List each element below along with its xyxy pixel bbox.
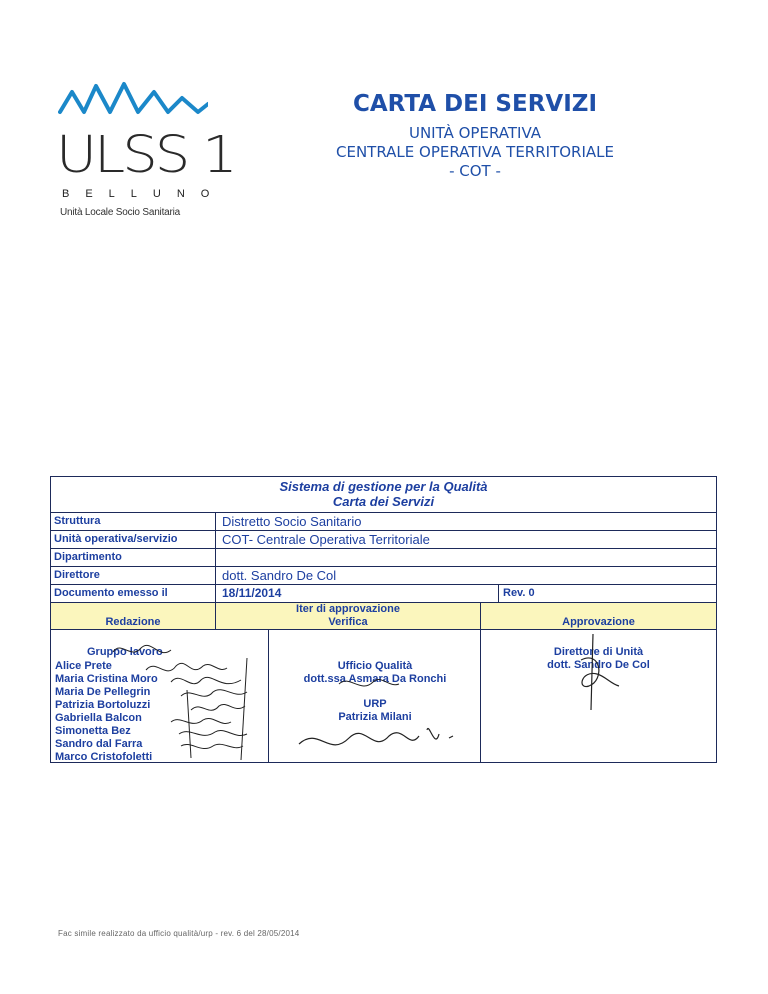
list-item: Maria Cristina Moro xyxy=(55,673,158,685)
table-heading-2: Carta dei Servizi xyxy=(332,494,435,509)
document-date: 18/11/2014 xyxy=(216,585,499,602)
ulss-logo xyxy=(54,78,244,228)
verifica-label: Verifica xyxy=(328,616,368,628)
ufficio-person: dott.ssa Asmara Da Ronchi xyxy=(303,673,447,685)
table-row xyxy=(51,513,716,531)
page-title: CARTA DEI SERVIZI xyxy=(352,91,597,117)
subtitle-line: UNITÀ OPERATIVA xyxy=(408,124,542,142)
row-label: Direttore xyxy=(51,567,216,584)
list-item: Patrizia Bortoluzzi xyxy=(55,699,151,711)
verifica-cell xyxy=(216,603,481,629)
redazione-signatures xyxy=(51,630,269,762)
urp-block xyxy=(269,698,481,724)
direttore-line2: dott. Sandro De Col xyxy=(547,659,650,671)
list-item: Sandro dal Farra xyxy=(55,738,143,750)
names-list xyxy=(55,660,158,764)
group-title: Gruppo lavoro xyxy=(87,646,163,658)
ufficio-label: Ufficio Qualità xyxy=(337,660,413,672)
urp-label: URP xyxy=(363,698,387,710)
row-label: Documento emesso il xyxy=(51,585,216,602)
row-label: Unità operativa/servizio xyxy=(51,531,216,548)
direttore-block xyxy=(481,646,716,672)
redazione-label: Redazione xyxy=(105,616,161,628)
verifica-signatures xyxy=(269,630,481,762)
page-subtitle xyxy=(255,124,695,181)
handwritten-signatures xyxy=(269,630,481,762)
signature-area xyxy=(51,630,716,762)
logo-ulss-text: ULSS 1 xyxy=(56,126,235,185)
row-value xyxy=(216,549,716,566)
footer-note: Fac simile realizzato da ufficio qualità/urp - rev. 6 del 28/05/2014 xyxy=(58,929,300,938)
iter-header xyxy=(51,603,716,630)
table-row xyxy=(51,531,716,549)
row-label: Struttura xyxy=(51,513,216,530)
direttore-line1: Direttore di Unità xyxy=(553,646,644,658)
row-value: dott. Sandro De Col xyxy=(222,568,337,583)
table-heading xyxy=(51,477,716,513)
wave-icon xyxy=(58,78,208,128)
ufficio-qualita xyxy=(269,660,481,686)
list-item: Simonetta Bez xyxy=(55,725,131,737)
list-item: Maria De Pellegrin xyxy=(55,686,151,698)
row-label: Dipartimento xyxy=(51,549,216,566)
subtitle-line: CENTRALE OPERATIVA TERRITORIALE xyxy=(336,143,614,161)
logo-subtitle: Unità Locale Socio Sanitaria xyxy=(60,207,181,218)
approvazione-label: Approvazione xyxy=(562,616,635,628)
row-value: Distretto Socio Sanitario xyxy=(222,514,362,529)
row-value: COT- Centrale Operativa Territoriale xyxy=(222,532,430,547)
approvazione-cell xyxy=(481,603,716,629)
table-row xyxy=(51,567,716,585)
iter-title: Iter di approvazione xyxy=(296,603,400,615)
list-item: Gabriella Balcon xyxy=(55,712,142,724)
list-item: Alice Prete xyxy=(55,660,112,672)
urp-person: Patrizia Milani xyxy=(338,711,412,723)
table-heading-1: Sistema di gestione per la Qualità xyxy=(279,479,488,494)
table-row xyxy=(51,585,716,603)
logo-city: BELLUNO xyxy=(62,188,226,200)
approvazione-signatures xyxy=(481,630,716,762)
revision: Rev. 0 xyxy=(503,587,535,599)
redazione-cell xyxy=(51,603,216,629)
list-item: Marco Cristofoletti xyxy=(55,751,153,763)
table-row xyxy=(51,549,716,567)
subtitle-line: - COT - xyxy=(449,162,501,180)
quality-table xyxy=(50,476,717,763)
